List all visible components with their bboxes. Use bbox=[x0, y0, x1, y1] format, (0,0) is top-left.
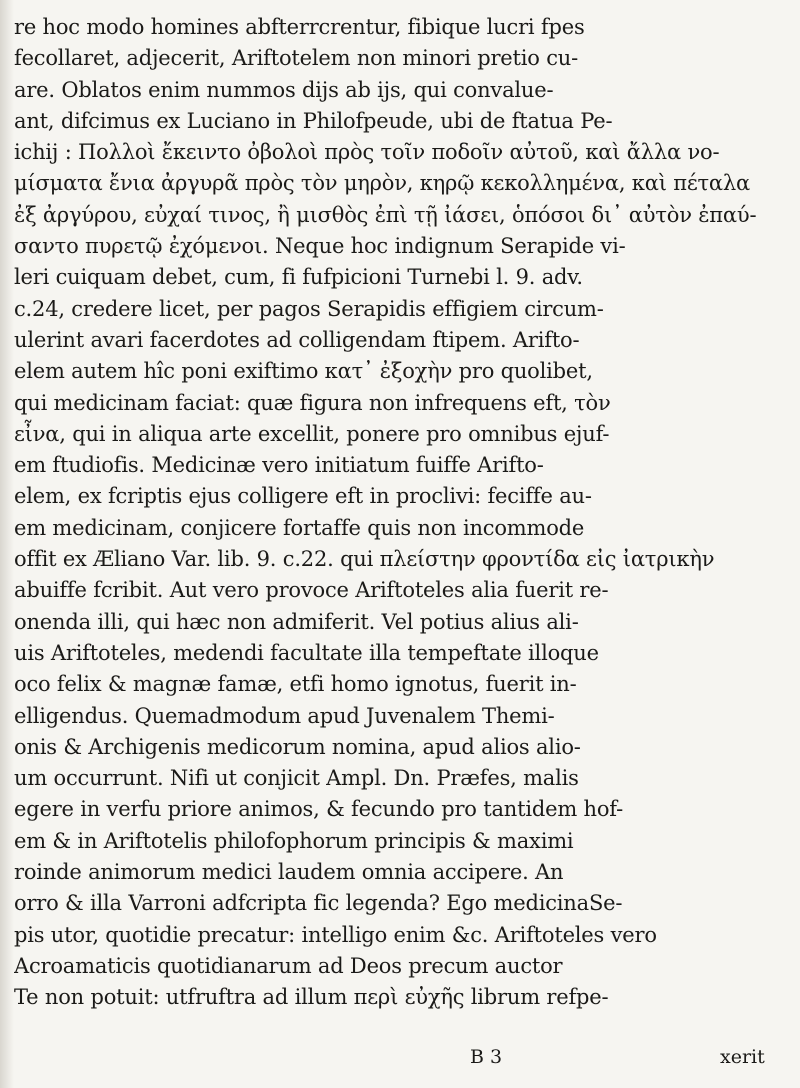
text-line: egere in verfu priore animos, & fecundo pro tantidem hof- bbox=[14, 797, 624, 822]
signature-mark: B 3 bbox=[470, 1046, 503, 1068]
text-line: um occurrunt. Nifi ut conjicit Ampl. Dn. Præfes, malis bbox=[14, 766, 579, 791]
text-line: em & in Ariftotelis philofophorum principis & maximi bbox=[14, 828, 574, 853]
text-line: ant, difcimus ex Luciano in Philofpeude, ubi de ftatua Pe- bbox=[14, 108, 613, 133]
text-line: ulerint avari facerdotes ad colligendam ftipem. Arifto- bbox=[14, 327, 580, 352]
text-line: pis utor, quotidie precatur: intelligo enim &c. Ariftoteles vero bbox=[14, 922, 657, 947]
text-line: offit ex Æliano Var. lib. 9. c.22. qui πλείστην φροντίδα εἰς ἰατρικὴν bbox=[14, 547, 715, 572]
text-line: σαντο πυρετῷ ἐχόμενοι. Neque hoc indignum Serapide vi- bbox=[14, 234, 626, 259]
catchword: xerit bbox=[720, 1046, 765, 1068]
text-line: μίσματα ἔνια ἀργυρᾶ πρὸς τὸν μηρὸν, κηρῷ κεκολλημένα, καὶ πέταλα bbox=[14, 171, 750, 196]
text-line: onenda illi, qui hæc non admiferit. Vel potius alius ali- bbox=[14, 609, 579, 634]
text-line: εἶνα, qui in aliqua arte excellit, ponere pro omnibus ejuf- bbox=[14, 421, 610, 446]
text-line: leri cuiquam debet, cum, fi fufpicioni Turnebi l. 9. adv. bbox=[14, 265, 583, 290]
text-line: uis Ariftoteles, medendi facultate illa tempeftate illoque bbox=[14, 640, 599, 665]
text-line: roinde animorum medici laudem omnia accipere. An bbox=[14, 860, 564, 885]
text-line: ἐξ ἀργύρου, εὐχαί τινος, ἢ μισθὸς ἐπὶ τῇ ἰάσει, ὁπόσοι δι᾽ αὐτὸν ἐπαύ- bbox=[14, 202, 757, 227]
text-line: elem, ex fcriptis ejus colligere eft in proclivi: feciffe au- bbox=[14, 484, 592, 509]
text-line: em ftudiofis. Medicinæ vero initiatum fuiffe Arifto- bbox=[14, 453, 544, 478]
page-footer bbox=[0, 1046, 800, 1076]
text-line: are. Oblatos enim nummos dijs ab ijs, qui convalue- bbox=[14, 77, 554, 102]
text-line: Acroamaticis quotidianarum ad Deos precum auctor bbox=[14, 953, 563, 978]
text-line: c.24, credere licet, per pagos Serapidis effigiem circum- bbox=[14, 296, 604, 321]
text-line: orro & illa Varroni adfcripta fic legenda? Ego medicinaSe- bbox=[14, 891, 623, 916]
text-line: oco felix & magnæ famæ, etfi homo ignotus, fuerit in- bbox=[14, 672, 577, 697]
text-line: fecollaret, adjecerit, Ariftotelem non minori pretio cu- bbox=[14, 46, 578, 71]
page-gutter-shadow bbox=[0, 0, 14, 1088]
text-line: qui medicinam faciat: quæ figura non infrequens eft, τὸν bbox=[14, 390, 611, 415]
text-line: em medicinam, conjicere fortaffe quis non incommode bbox=[14, 515, 585, 540]
body-text bbox=[14, 12, 784, 1014]
text-line: elligendus. Quemadmodum apud Juvenalem Themi- bbox=[14, 703, 555, 728]
text-line: ichij : Πολλοὶ ἔκειντο ὀβολοὶ πρὸς τοῖν ποδοῖν αὐτοῦ, καὶ ἄλλα νο- bbox=[14, 140, 720, 165]
text-line: abuiffe fcribit. Aut vero provoce Ariftoteles alia fuerit re- bbox=[14, 578, 609, 603]
text-line: Te non potuit: utfruftra ad illum περὶ εὐχῆς librum refpe- bbox=[14, 985, 609, 1010]
text-line: elem autem hîc poni exiftimo κατ᾽ ἐξοχὴν pro quolibet, bbox=[14, 359, 593, 384]
text-line: re hoc modo homines abfterrcrentur, fibique lucri fpes bbox=[14, 15, 585, 39]
text-line: onis & Archigenis medicorum nomina, apud alios alio- bbox=[14, 734, 581, 759]
